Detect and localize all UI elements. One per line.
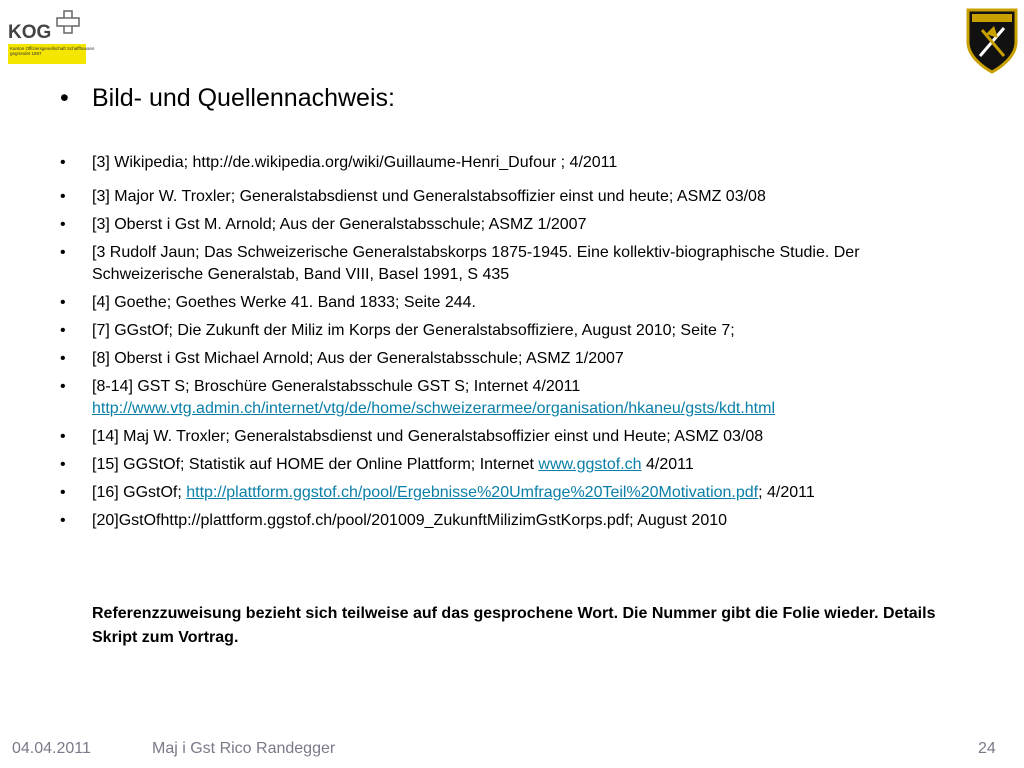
reference-list [60, 152, 960, 538]
bullet-icon: • [60, 428, 66, 445]
reference-item [60, 186, 960, 208]
reference-item [60, 510, 960, 532]
bullet-icon: • [60, 322, 66, 339]
reference-text: [3] Wikipedia; http://de.wikipedia.org/wiki/Guillaume-Henri_Dufour ; 4/2011 [92, 154, 618, 171]
military-badge-icon [964, 4, 1020, 76]
reference-item [60, 214, 960, 236]
bullet-icon: • [60, 484, 66, 501]
reference-item [60, 242, 960, 286]
bullet-icon: • [60, 244, 66, 261]
reference-text: [3] Oberst i Gst M. Arnold; Aus der Generalstabsschule; ASMZ 1/2007 [92, 216, 587, 233]
bullet-icon: • [60, 84, 69, 112]
reference-text: [15] GGStOf; Statistik auf HOME der Online Plattform; Internet [92, 456, 539, 473]
logo-name: KOG [8, 22, 52, 43]
reference-item [60, 320, 960, 342]
reference-text: ; 4/2011 [758, 484, 815, 501]
reference-text: [3] Major W. Troxler; Generalstabsdienst und Generalstabsoffizier einst und heute; ASMZ 03/08 [92, 188, 766, 205]
page-number: 24 [978, 740, 996, 757]
reference-text: [20]GstOfhttp://plattform.ggstof.ch/pool/201009_ZukunftMilizimGstKorps.pdf; August 2010 [92, 512, 728, 529]
reference-item [60, 348, 960, 370]
footer-date: 04.04.2011 [12, 740, 91, 757]
reference-text: [4] Goethe; Goethes Werke 41. Band 1833; Seite 244. [92, 294, 476, 311]
reference-text: [16] GGstOf; [92, 484, 187, 501]
kog-logo [8, 8, 95, 58]
reference-link[interactable]: www.ggstof.ch [538, 456, 642, 473]
footer-author: Maj i Gst Rico Randegger [152, 740, 336, 757]
swiss-cross-icon [56, 10, 80, 34]
title-text: Bild- und Quellennachweis: [92, 84, 395, 112]
reference-item [60, 376, 960, 420]
reference-text: [7] GGstOf; Die Zukunft der Miliz im Korps der Generalstabsoffiziere, August 2010; Seite 7; [92, 322, 735, 339]
bullet-icon: • [60, 350, 66, 367]
reference-item [60, 454, 960, 476]
reference-item [60, 292, 960, 314]
bullet-icon: • [60, 216, 66, 233]
bullet-icon: • [60, 512, 66, 529]
reference-text: [8] Oberst i Gst Michael Arnold; Aus der Generalstabsschule; ASMZ 1/2007 [92, 350, 624, 367]
reference-item [60, 482, 960, 504]
reference-text: [8-14] GST S; Broschüre Generalstabsschule GST S; Internet 4/2011 [92, 378, 581, 395]
logo-band-text: Kanton Offiziersgesellschaft Schaffhausen gegründet 1887 [10, 46, 95, 56]
bullet-icon: • [60, 188, 66, 205]
bullet-icon: • [60, 294, 66, 311]
reference-item [60, 426, 960, 448]
reference-link[interactable]: http://plattform.ggstof.ch/pool/Ergebnisse%20Umfrage%20Teil%20Motivation.pdf [186, 484, 759, 501]
reference-text: 4/2011 [641, 456, 694, 473]
bullet-icon: • [60, 378, 66, 395]
bullet-icon: • [60, 456, 66, 473]
reference-text: [14] Maj W. Troxler; Generalstabsdienst und Generalstabsoffizier einst und Heute; ASMZ 03/08 [92, 428, 764, 445]
bullet-icon: • [60, 154, 66, 171]
reference-item [60, 152, 960, 174]
reference-link[interactable]: http://www.vtg.admin.ch/internet/vtg/de/home/schweizerarmee/organisation/hkaneu/gsts/kdt.html [92, 400, 776, 417]
reference-note: Referenzzuweisung bezieht sich teilweise auf das gesprochene Wort. Die Nummer gibt die Folie wieder. Details Skript zum Vortrag. [92, 605, 936, 646]
reference-text: [3 Rudolf Jaun; Das Schweizerische Generalstabskorps 1875-1945. Eine kollektiv-biographische Studie. Der Schweizerische Generalstab, Band VIII, Basel 1991, S 435 [92, 244, 860, 283]
